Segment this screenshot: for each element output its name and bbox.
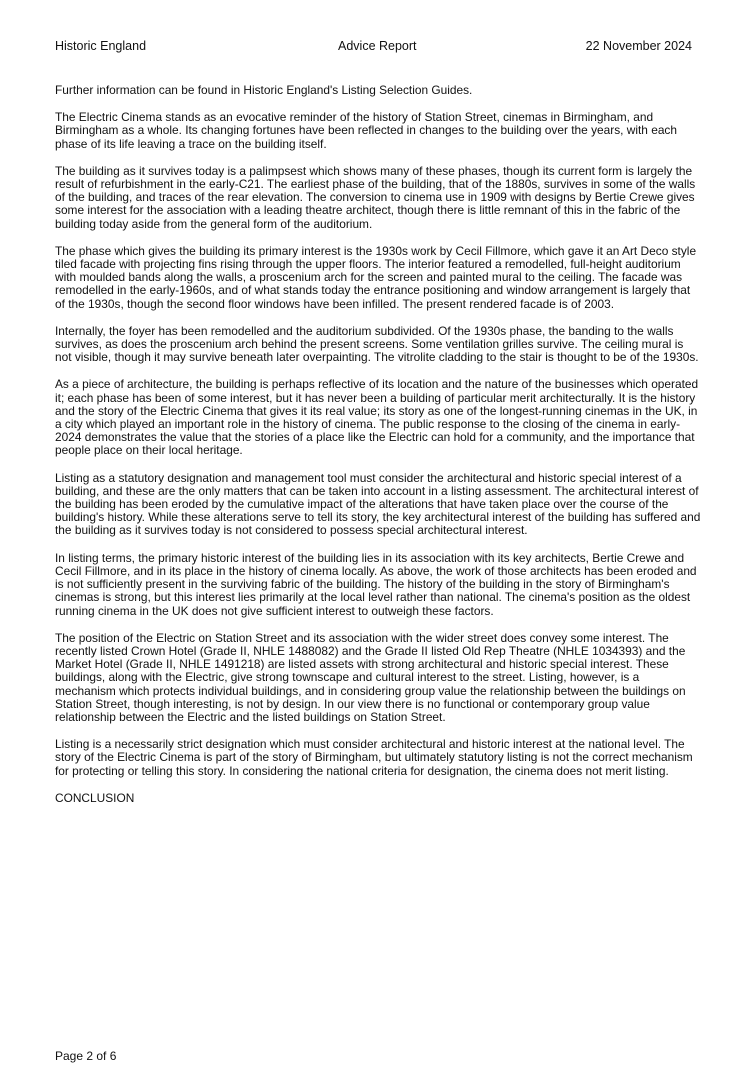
footer-page-number: Page 2 of 6	[55, 1049, 117, 1063]
paragraph-1930s-phase: The phase which gives the building its primary interest is the 1930s work by Cecil Fillmore, which gave it an Art Deco style tiled facade with projecting fins rising through the upper floors. The interior featured a remodelled, full-height auditorium with moulded bands along the walls, a proscenium arch for the screen and painted mural to the ceiling. The facade was remodelled in the early-1960s, and of what stands today the entrance positioning and window arrangement is largely that of the 1930s, though the second floor windows have been infilled. The present rendered facade is of 2003.	[55, 243, 697, 311]
paragraph-architecture: As a piece of architecture, the building is perhaps reflective of its location and the nature of the businesses which operated it; each phase has been of some interest, but it has never been a building of particular merit architecturally. It is the history and the story of the Electric Cinema that gives it its real value; its story as one of the longest-running cinemas in the UK, in a city which played an important role in the history of cinema. The public response to the closing of the cinema in early-2024 demonstrates the value that the stories of a place like the Electric can hold for a community, and the importance that people place on their local heritage.	[55, 377, 699, 458]
paragraph-statutory-designation: Listing is a necessarily strict designation which must consider architectural and historic interest at the national level. The story of the Electric Cinema is part of the story of Birmingham, but ultimately statutory listing is not the correct mechanism for protecting or telling this story. In considering the national criteria for designation, the cinema does not merit listing.	[55, 737, 693, 778]
paragraph-interior: Internally, the foyer has been remodelled and the auditorium subdivided. Of the 1930s phase, the banding to the walls survives, as does the proscenium arch behind the present screens. Some ventilation grilles survive. The ceiling mural is not visible, though it may survive beneath later overpainting. The vitrolite cladding to the stair is thought to be of the 1930s.	[55, 323, 699, 365]
paragraph-architectural-interest: Listing as a statutory designation and management tool must consider the architectural and historic special interest of a building, and these are the only matters that can be taken into account in a listing assessment. The architectural interest of the building has been eroded by the cumulative impact of the alterations that have taken place over the course of the building's history. While these alterations serve to tell its story, the key architectural interest of the building has suffered and the building as it survives today is not considered to possess special architectural interest.	[55, 470, 701, 538]
paragraph-further-information: Further information can be found in Historic England's Listing Selection Guides.	[55, 83, 473, 97]
header-date: 22 November 2024	[585, 39, 692, 53]
paragraph-historic-interest: In listing terms, the primary historic interest of the building lies in its association with its key architects, Bertie Crewe and Cecil Fillmore, and in its place in the history of cinema locally. As above, the work of those architects has been eroded and is not sufficiently present in the surviving fabric of the building. The history of the building in the story of Birmingham's cinemas is strong, but this interest lies primarily at the local level rather than national. The cinema's position as the oldest running cinema in the UK does not give sufficient interest to outweigh these factors.	[55, 550, 697, 618]
paragraph-introduction: The Electric Cinema stands as an evocative reminder of the history of Station Street, cinemas in Birmingham, and Birmingham as a whole. Its changing fortunes have been reflected in changes to the building over the years, with each phase of its life leaving a trace on the building itself.	[55, 110, 677, 151]
header-organisation: Historic England	[55, 39, 147, 53]
section-heading-conclusion: CONCLUSION	[55, 790, 135, 805]
paragraph-palimpsest: The building as it survives today is a palimpsest which shows many of these phases, though its current form is largely the result of refurbishment in the early-C21. The earliest phase of the building, that of the 1880s, survives in some of the walls of the building, and traces of the rear elevation. The conversion to cinema use in 1909 with designs by Bertie Crewe gives some interest for the association with a leading theatre architect, though there is little remnant of this in the fabric of the building today aside from the general form of the auditorium.	[55, 163, 696, 231]
paragraph-group-value: The position of the Electric on Station Street and its association with the wider street does convey some interest. The recently listed Crown Hotel (Grade II, NHLE 1488082) and the Grade II listed Old Rep Theatre (NHLE 1034393) and the Market Hotel (Grade II, NHLE 1491218) are listed assets with strong architectural and historic special interest. These buildings, along with the Electric, give strong townscape and cultural interest to the street. Listing, however, is a mechanism which protects individual buildings, and in considering group value the relationship between the buildings on Station Street, though interesting, is not by design. In our view there is no functional or contemporary group value relationship between the Electric and the listed buildings on Station Street.	[55, 630, 686, 724]
header-document-type: Advice Report	[338, 39, 417, 53]
document-body	[55, 84, 703, 819]
